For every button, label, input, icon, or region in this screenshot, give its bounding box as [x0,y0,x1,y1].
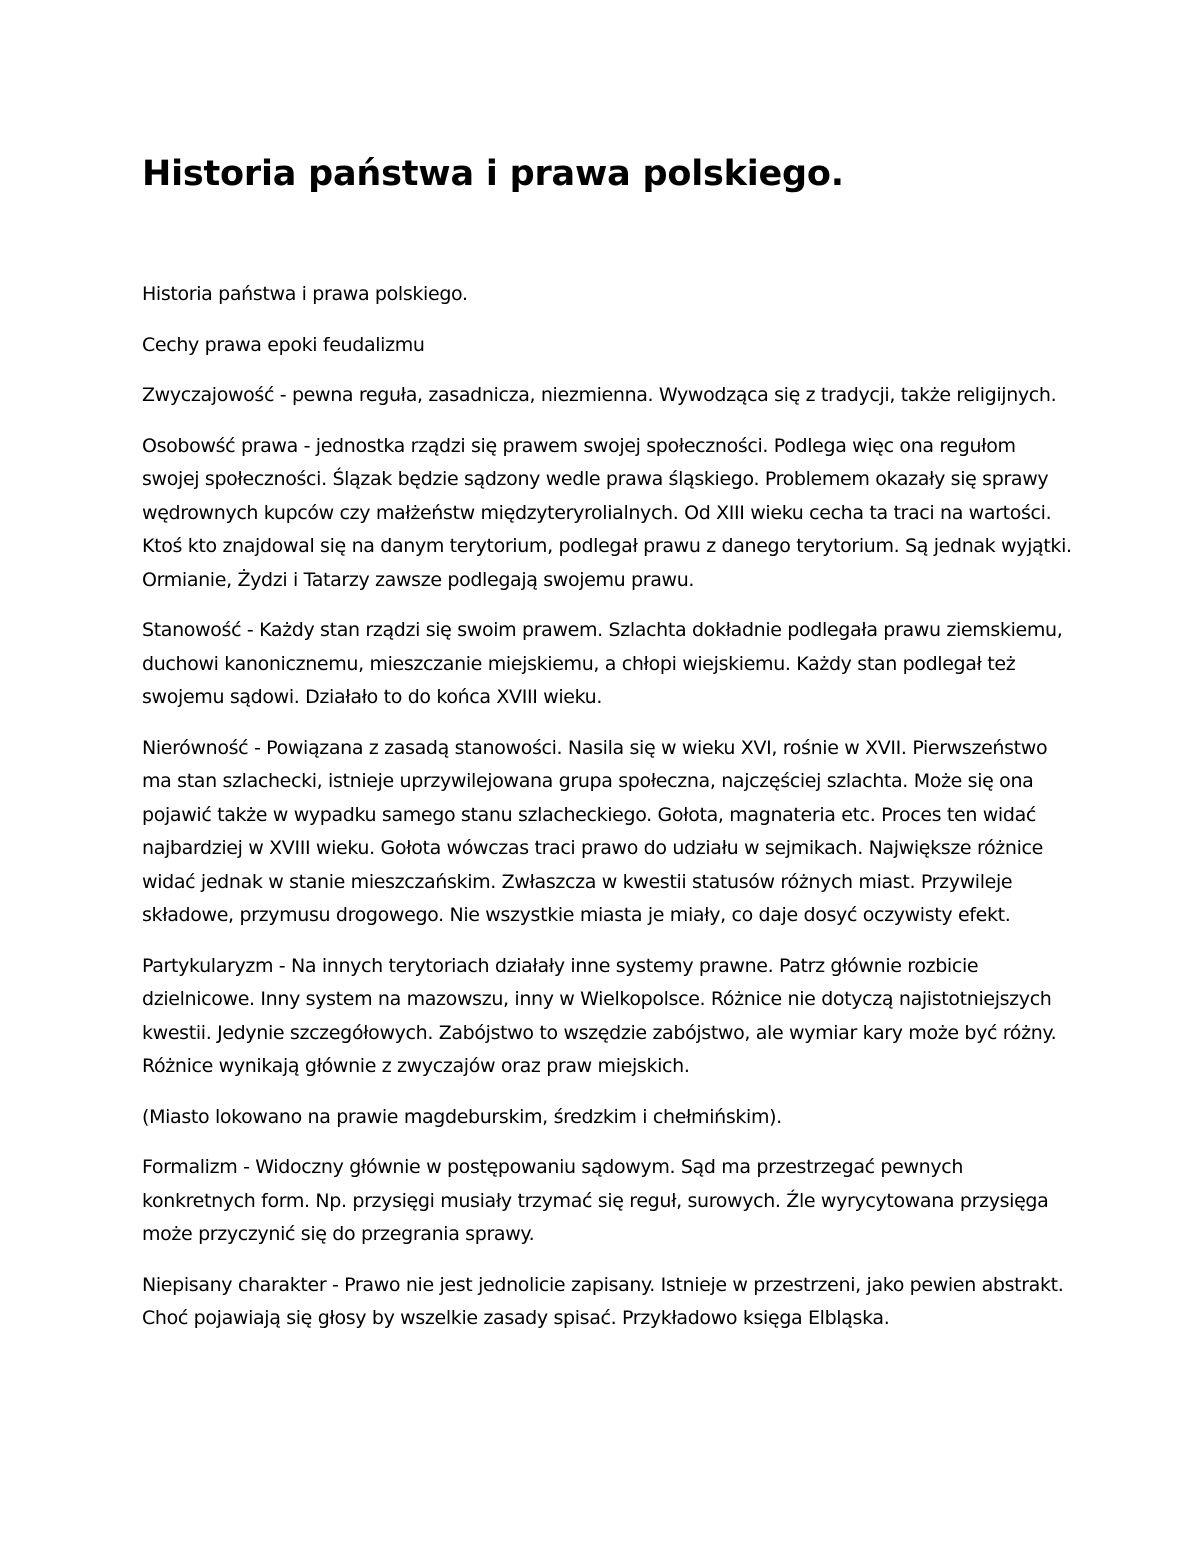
document-title: Historia państwa i prawa polskiego. [142,154,844,194]
paragraph-section-heading: Cechy prawa epoki feudalizmu [142,333,425,356]
paragraph-nierownosc: Nierówność - Powiązana z zasadą stanowości. Nasila się w wieku XVI, rośnie w XVII. Pierwszeństwo ma stan szlachecki, istnieje uprzywilejowana grupa społeczna, najczęściej szlachta. Może się ona pojawić także w wypadku samego stanu szlacheckiego. Gołota, magnateria etc. Proces ten widać najbardziej w XVIII wieku. Gołota wówczas traci prawo do udziału w sejmikach. Największe różnice widać jednak w stanie mieszczańskim. Zwłaszcza w kwestii statusów różnych miast. Przywileje składowe, przymusu drogowego. Nie wszystkie miasta je miały, co daje dosyć oczywisty efekt. [142,736,1048,926]
paragraph-miasto-note: (Miasto lokowano na prawie magdeburskim, średzkim i chełmińskim). [142,1105,782,1128]
paragraph-partykularyzm: Partykularyzm - Na innych terytoriach działały inne systemy prawne. Patrz głównie rozbicie dzielnicowe. Inny system na mazowszu, inny w Wielkopolsce. Różnice nie dotyczą najistotniejszych kwestii. Jedynie szczegółowych. Zabójstwo to wszędzie zabójstwo, ale wymiar kary może być różny. Różnice wynikają głównie z zwyczajów oraz praw miejskich. [142,954,1057,1077]
paragraph-subtitle: Historia państwa i prawa polskiego. [142,283,468,305]
document-content [142,152,1072,1353]
paragraph-formalizm: Formalizm - Widoczny głównie w postępowaniu sądowym. Sąd ma przestrzegać pewnych konkretnych form. Np. przysięgi musiały trzymać się reguł, surowych. Źle wyrycytowana przysięga może przyczynić się do przegrania sprawy. [142,1156,1049,1245]
paragraph-osobowosc: Osobowść prawa - jednostka rządzi się prawem swojej społeczności. Podlega więc ona regułom swojej społeczności. Ślązak będzie sądzony wedle prawa śląskiego. Problemem okazały się sprawy wędrownych kupców czy małżeństw międzyteryrolialnych. Od XIII wieku cecha ta traci na wartości. Ktoś kto znajdowal się na danym terytorium, podlegał prawu z danego terytorium. Są jednak wyjątki. Ormianie, Żydzi i Tatarzy zawsze podlegają swojemu prawu. [142,434,1072,591]
paragraph-niepisany-charakter: Niepisany charakter - Prawo nie jest jednolicie zapisany. Istnieje w przestrzeni, jako pewien abstrakt. Choć pojawiają się głosy by wszelkie zasady spisać. Przykładowo księga Elbląska. [142,1273,1064,1329]
paragraph-stanowosc: Stanowość - Każdy stan rządzi się swoim prawem. Szlachta dokładnie podlegała prawu ziemskiemu, duchowi kanonicznemu, mieszczanie miejskiemu, a chłopi wiejskiemu. Każdy stan podlegał też swojemu sądowi. Działało to do końca XVIII wieku. [142,619,1063,708]
paragraph-zwyczajowosc: Zwyczajowość - pewna reguła, zasadnicza, niezmienna. Wywodząca się z tradycji, także religijnych. [142,384,1057,406]
document-body [142,278,1072,1336]
